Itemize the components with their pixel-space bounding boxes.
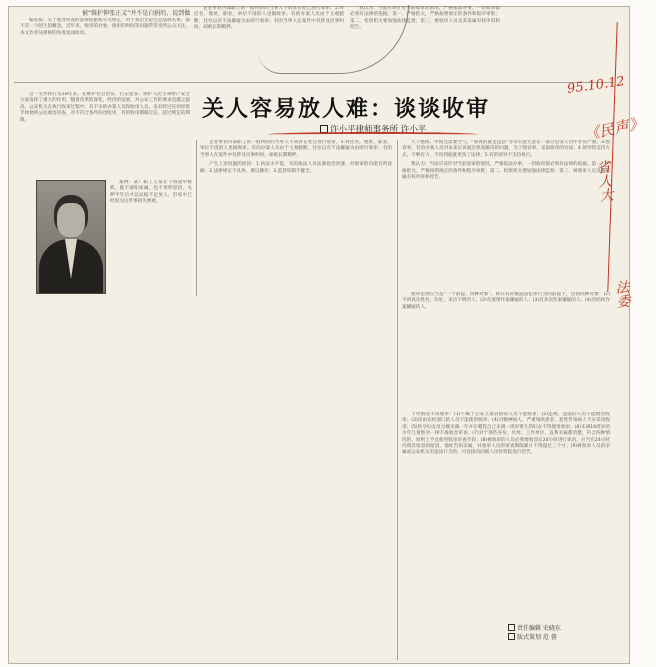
intro-paragraph: 编者按：关于收容审查的法律依据和有关规定，对于我们无论还是法制关系，都不是一个陌生的概念。近年来，收审的对象、收审的时间等问题常常受到公众关注，本文作者从律师的角度谈谈收审。	[20, 18, 190, 36]
right-column-text-2: 收审范围应当是“一个前提、四种对象”，即在有轻微违法犯罪行为的前提下，包括四种对象：(1)不讲真实姓名、住址，来历不明的人；(2)有流窜作案嫌疑的人；(3)有多次作案嫌疑的人；(4)有结伙作案嫌疑的人。	[402, 292, 610, 310]
byline-text: 许小平律师事务所 许小平	[330, 125, 427, 135]
checkbox-icon	[508, 633, 515, 640]
top-note: 被“维护伸张正义”并不是白捐的，说到做	[82, 10, 191, 17]
red-underline-mark	[268, 132, 478, 137]
column-rule	[196, 140, 197, 296]
author-photo	[36, 180, 106, 294]
right-column-list: 下列情况不该收审：(1)不属于公安立案管辖的人员不能收审；(2)违规、违法的人员不能使用收审；(3)该由安检部门的人员不能使用收审；(4)对精神病人、严重残疾患者、恶性传染病人不应采用收审；(5)怀孕妇女及分娩未满一年并在哺乳自己未满一周岁婴儿的妇女不得使用收审；(6)未满16周岁的少年儿童绝对一律不准收容审查；(7)对于那些身份、住址、工作单位、直系亲属都清楚，符合四种情况的，原则上不宜使用收审审查手段；(8)被收审的人员必须要收容后24小时进行讯问，应当在24小时内将其收容的原因、地址告知亲属，对收审人员的审查期限累计不得超过三个月；(9)被收审人员的亲属或公安机关有违法行为的，可直接向同级人民检察院进行控告。	[402, 412, 610, 456]
right-column-text: 天下整体。中间还需要空气。“我说的就是违法”等等有意无意在一部分公安人员中非常严重。3.图省事，有的办案人员对本来应该通过侦查解决的问题，为了图省事，采取收审的办法；4.领导的支持方式，不够有力，不问到底就更改了法律；5.有的领导不支持执行。 我认为：当前应该针对当前收审的情况，严格依法办事，一切收审都必须有法律的依据。第一，严格把关，严格按照规定的条件和程序审批；第二，检察机关要加强法律监督；第三，被收审人员及其家属有权申诉和控告。	[402, 140, 610, 181]
editor-credits	[508, 624, 561, 642]
layout-line: 版式策划 范 蓉	[508, 633, 561, 642]
handwritten-note-2: 法委	[613, 279, 631, 309]
handwritten-note-1: 省人大	[593, 159, 615, 203]
left-column-text-2: 案例：某厂职工王某在下班途中被抓，既不通知家属，也不说明原因，关押半年后才以证据不足放人，但家中已经因为这件事损失惨重。	[110, 180, 192, 205]
checkbox-icon	[508, 624, 515, 631]
top-right-text: 我认为：当前应该针对当前收审的情况，严格依法办事，一切收审都必须有法律的依据。第一，严格把关，严格按照规定的条件和程序审批；第二，检察机关要加强法律监督；第三，被收审人员及其家属有权申诉和控告。	[350, 6, 500, 31]
middle-column-text: 企业事业内部职工的一般纠纷的当事人不同者在处自进行收审，5.对挂名，地址，职业，单位不清的人也搞收审。有的办案人员由于主观臆断，往往以有不法嫌疑为由即行收审；有的当事人在案件中仅涉及民事纠纷，却被长期羁押。 产生上述问题的原因：1.执法水平低，有的执法人员法制观念淡薄，对收审的功能有所误解；2.法律规定不具体，难以操作；3.监督机制不健全。	[200, 140, 392, 174]
left-column-text: 这一文件执行近18年来，在维护社会治安、打击犯罪、保护人民生命财产安全方面发挥了重大的作用，随着改革的深化，经济的发展，对公安工作的要求也越之提高。公安机关在执行收审过程中，有不少的办案人员和收审人员，没有经过任何审批手续便将公民收容审查，对不符合条件的也收审，有的收审期限过长，超过规定的期限。	[20, 92, 190, 123]
handwritten-source: 《民声》	[582, 113, 646, 145]
handwritten-date: 95.10.12	[566, 74, 626, 97]
column-rule-right	[397, 140, 398, 660]
article-headline: 关人容易放人难：谈谈收审	[202, 97, 491, 122]
editor-line: 责任编辑 史晓东	[508, 624, 561, 633]
top-middle-text: 企业事业内部职工的一般纠纷的当事人不同者在处自进行收审，5.对挂名，地址，职业，单位不清的人也搞收审。有的办案人员由于主观臆断，往往以有不法嫌疑为由即行收审；有的当事人在案件中仅涉及民事纠纷，却被长期羁押。	[194, 6, 344, 31]
section-divider	[14, 82, 614, 83]
